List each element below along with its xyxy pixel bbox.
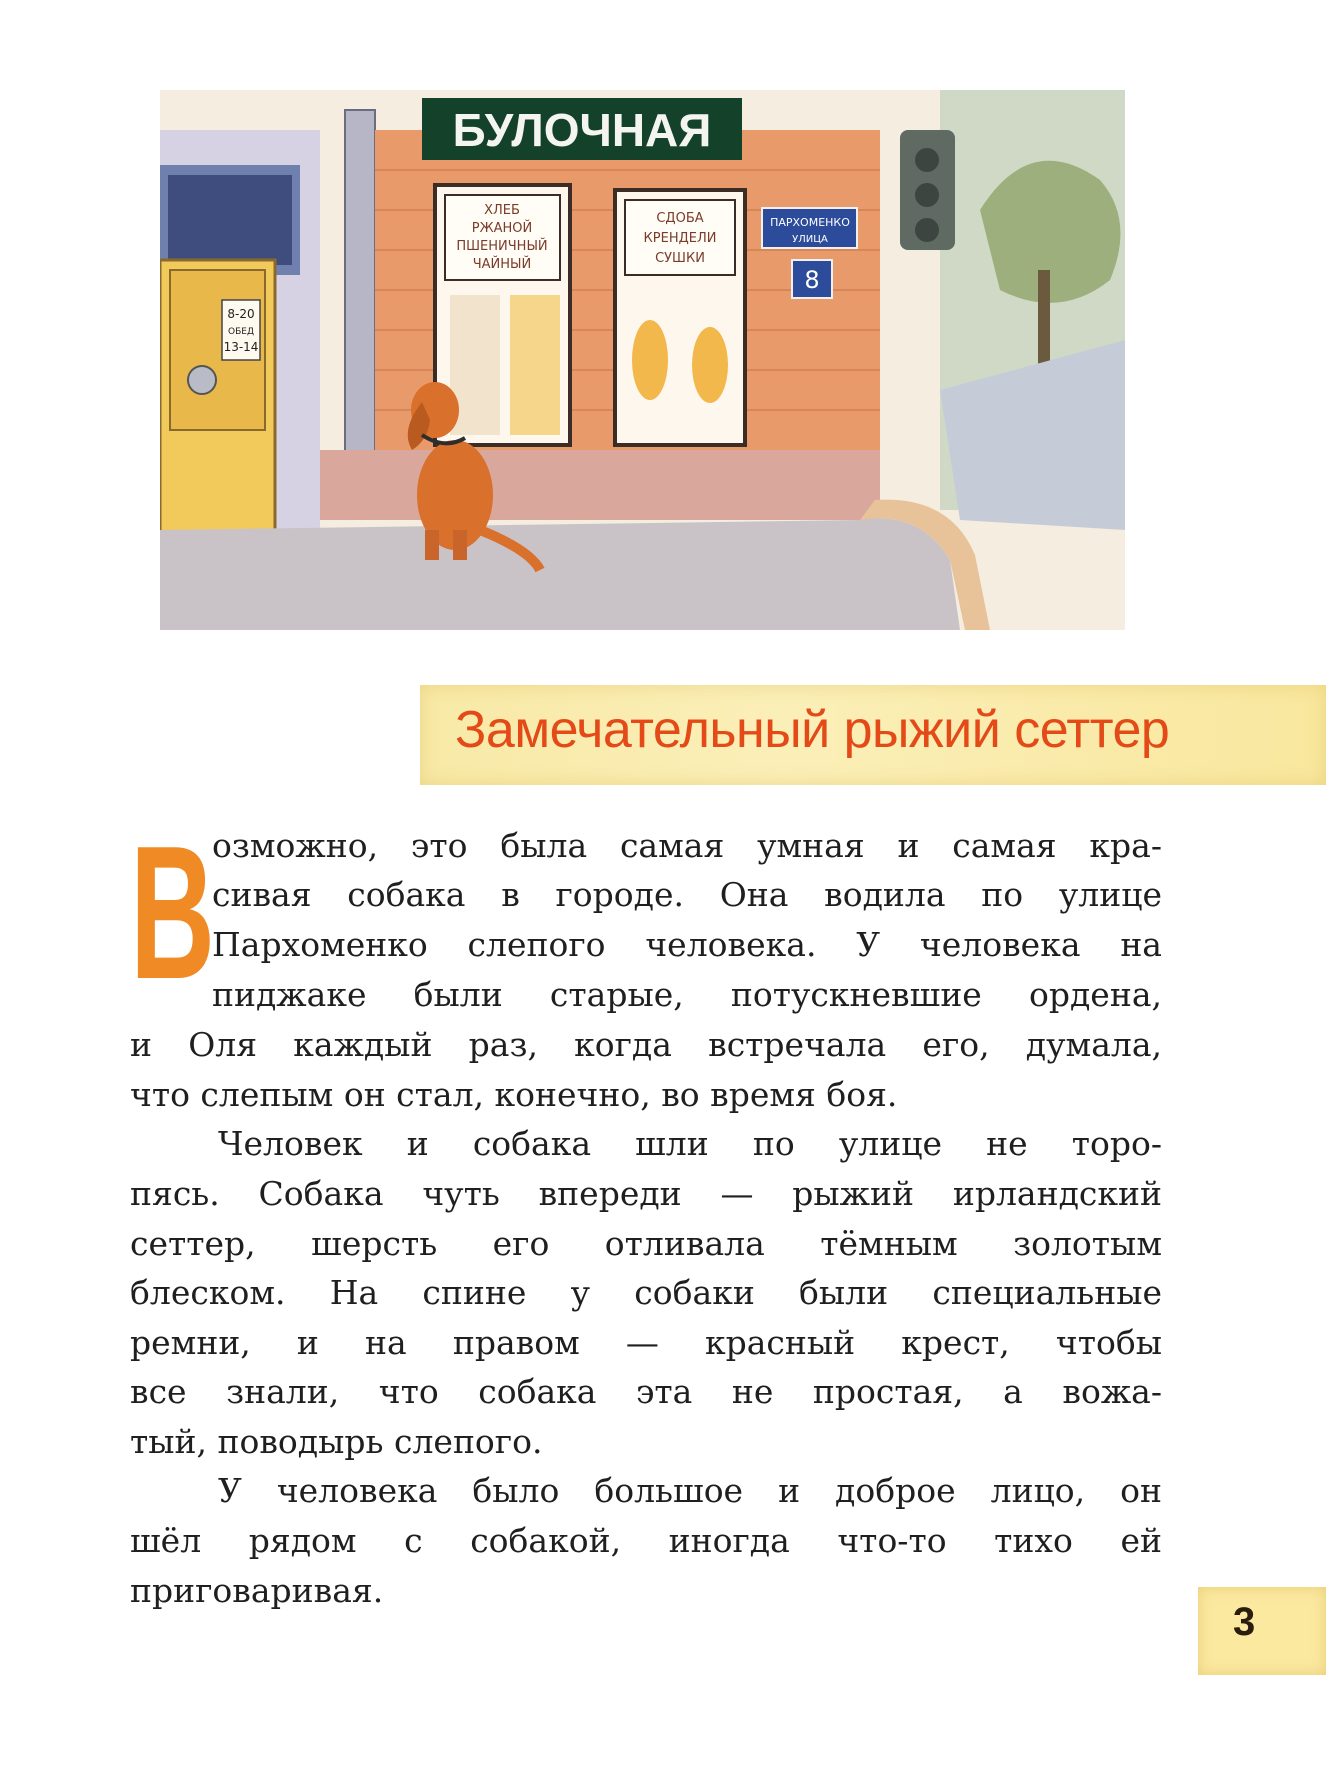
text-line: сивая собака в городе. Она водила по улице (212, 875, 1162, 914)
page-number: 3 (1233, 1600, 1256, 1644)
page-number-badge (1198, 1587, 1326, 1675)
text-line: шёл рядом с собакой, иногда что-то тихо ей (130, 1521, 1162, 1560)
house-number-plate (792, 260, 832, 298)
svg-text:ОБЕД: ОБЕД (228, 327, 254, 337)
svg-text:СДОБА: СДОБА (656, 211, 704, 226)
svg-text:КРЕНДЕЛИ: КРЕНДЕЛИ (643, 231, 717, 246)
svg-text:ЧАЙНЫЙ: ЧАЙНЫЙ (472, 257, 532, 272)
text-line: блеском. На спине у собаки были специальные (130, 1273, 1162, 1312)
text-line: пясь. Собака чуть впереди — рыжий ирландский (130, 1174, 1162, 1213)
text-line: ремни, и на правом — красный крест, чтобы (130, 1323, 1162, 1362)
text-line: приговаривая. (130, 1571, 384, 1610)
text-line: озможно, это была самая умная и самая кра- (212, 826, 1162, 865)
text-line: пиджаке были старые, потускневшие ордена, (212, 975, 1162, 1014)
text-line: тый, поводырь слепого. (130, 1422, 543, 1461)
bakery-illustration (160, 90, 1125, 630)
svg-text:8: 8 (804, 266, 820, 294)
shop-sign (422, 98, 742, 160)
text-line: Пархоменко слепого человека. У человека на (212, 925, 1162, 964)
svg-text:ПШЕНИЧНЫЙ: ПШЕНИЧНЫЙ (456, 239, 548, 254)
svg-text:БУЛОЧНАЯ: БУЛОЧНАЯ (452, 104, 712, 156)
text-line: У человека было большое и доброе лицо, он (218, 1471, 1162, 1510)
svg-text:УЛИЦА: УЛИЦА (792, 234, 828, 245)
drop-cap: В (130, 807, 216, 1019)
svg-text:ХЛЕБ: ХЛЕБ (484, 203, 520, 218)
svg-text:ПАРХОМЕНКО: ПАРХОМЕНКО (770, 216, 850, 229)
text-line: все знали, что собака эта не простая, а вожа- (130, 1372, 1162, 1411)
chapter-title: Замечательный рыжий сеттер (455, 701, 1170, 759)
street-sign (762, 208, 857, 248)
svg-text:8-20: 8-20 (227, 307, 255, 321)
svg-text:13-14: 13-14 (223, 340, 259, 354)
svg-text:СУШКИ: СУШКИ (655, 251, 705, 266)
text-line: Человек и собака шли по улице не торо- (218, 1124, 1162, 1163)
svg-text:РЖАНОЙ: РЖАНОЙ (471, 221, 533, 236)
text-line: сеттер, шерсть его отливала тёмным золотым (130, 1224, 1162, 1263)
text-line: и Оля каждый раз, когда встречала его, думала, (130, 1025, 1162, 1064)
door-hours-sign (222, 300, 260, 360)
text-line: что слепым он стал, конечно, во время боя. (130, 1075, 898, 1114)
